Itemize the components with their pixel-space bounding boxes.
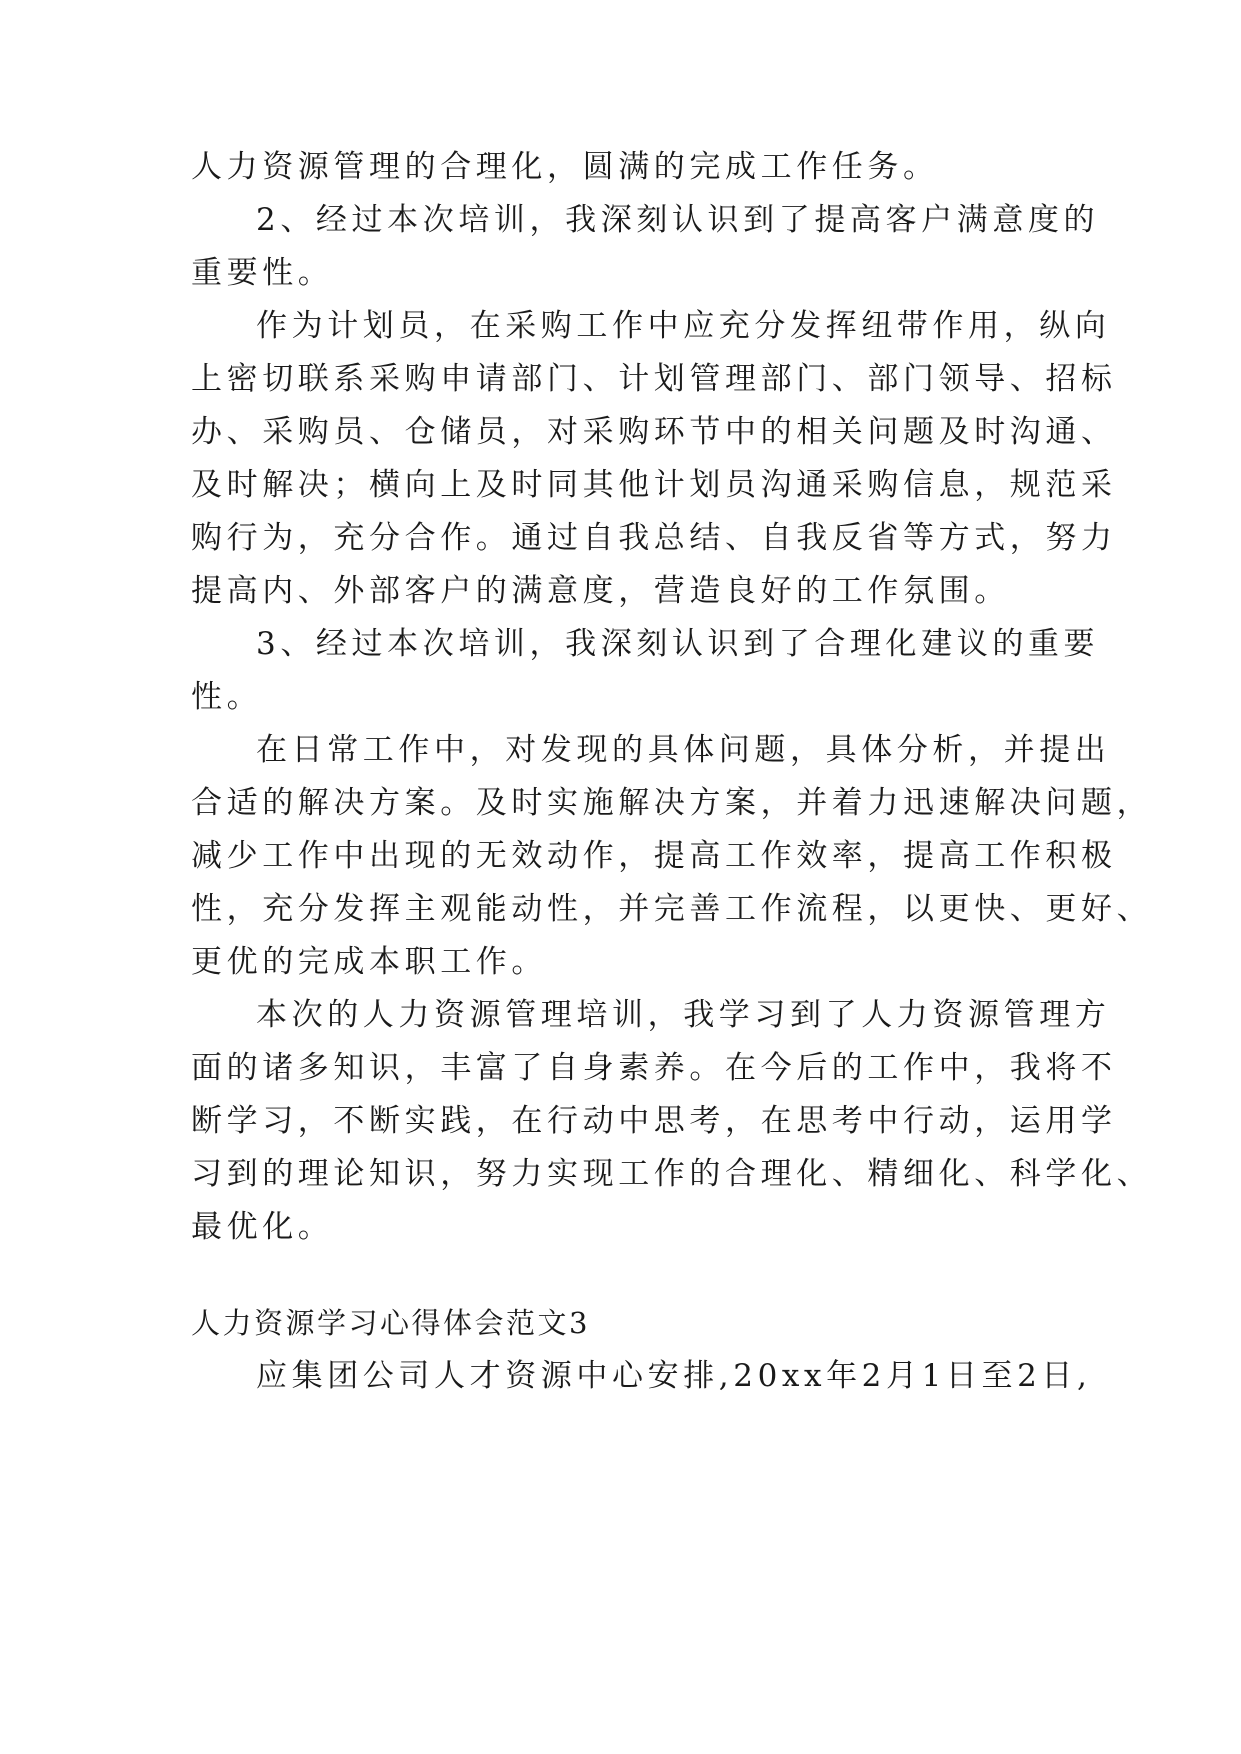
text-line: 面的诸多知识，丰富了自身素养。在今后的工作中，我将不 [191, 1050, 1117, 1086]
text-line: 办、采购员、仓储员，对采购环节中的相关问题及时沟通、 [191, 414, 1117, 450]
text-line: 重要性。 [191, 255, 334, 291]
section-heading: 人力资源学习心得体会范文3 [191, 1306, 590, 1340]
text-line: 合适的解决方案。及时实施解决方案，并着力迅速解决问题， [191, 785, 1153, 821]
text-line: 性。 [191, 679, 263, 715]
text-line: 3、经过本次培训，我深刻认识到了合理化建议的重要 [256, 626, 1100, 662]
text-line: 本次的人力资源管理培训，我学习到了人力资源管理方 [256, 997, 1111, 1033]
text-line: 2、经过本次培训，我深刻认识到了提高客户满意度的 [256, 202, 1100, 238]
text-line: 应集团公司人才资源中心安排,20xx年2月1日至2日, [256, 1358, 1092, 1394]
text-line: 习到的理论知识，努力实现工作的合理化、精细化、科学化、 [191, 1156, 1153, 1192]
text-line: 及时解决；横向上及时同其他计划员沟通采购信息，规范采 [191, 467, 1117, 503]
text-line: 性，充分发挥主观能动性，并完善工作流程，以更快、更好、 [191, 891, 1153, 927]
text-line: 提高内、外部客户的满意度，营造良好的工作氛围。 [191, 573, 1010, 609]
text-line: 人力资源管理的合理化，圆满的完成工作任务。 [191, 149, 939, 185]
text-line: 减少工作中出现的无效动作，提高工作效率，提高工作积极 [191, 838, 1117, 874]
text-line: 在日常工作中，对发现的具体问题，具体分析，并提出 [256, 732, 1111, 768]
text-line: 购行为，充分合作。通过自我总结、自我反省等方式，努力 [191, 520, 1117, 556]
text-line: 上密切联系采购申请部门、计划管理部门、部门领导、招标 [191, 361, 1117, 397]
text-line: 作为计划员，在采购工作中应充分发挥纽带作用，纵向 [256, 308, 1111, 344]
text-line: 最优化。 [191, 1209, 334, 1245]
text-line: 更优的完成本职工作。 [191, 944, 547, 980]
text-line: 断学习，不断实践，在行动中思考，在思考中行动，运用学 [191, 1103, 1117, 1139]
